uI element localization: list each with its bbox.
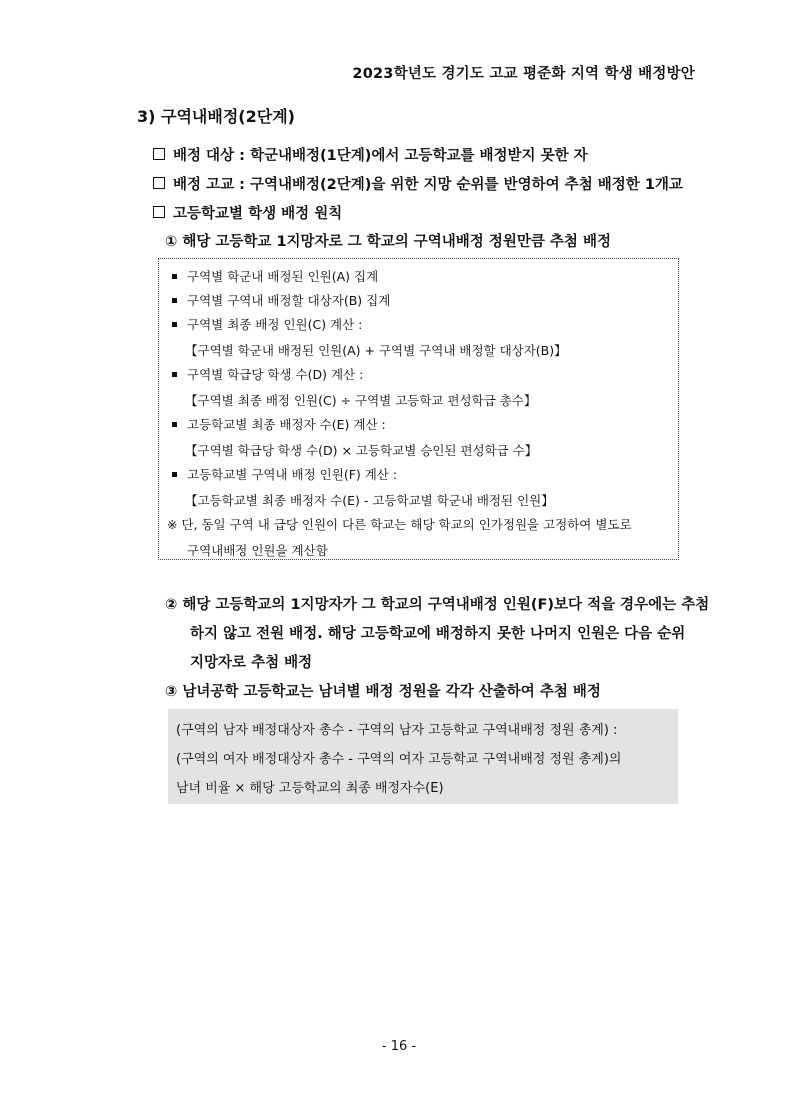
formula-line: (구역의 남자 배정대상자 총수 - 구역의 남자 고등학교 구역내배정 정원 총계) : xyxy=(176,723,618,738)
formula-box xyxy=(168,709,678,804)
item-principle xyxy=(153,202,342,223)
item-target-text: 배정 대상 : 학군내배정(1단계)에서 고등학교를 배정받지 못한 자 xyxy=(173,148,588,164)
item-school xyxy=(153,173,683,194)
box-subline: 【구역별 학군내 배정된 인원(A) + 구역별 구역내 배정할 대상자(B)】 xyxy=(185,343,567,358)
checkbox-square-icon xyxy=(153,148,165,160)
box-line: 구역별 학군내 배정된 인원(A) 집계 xyxy=(187,269,379,284)
item-school-text: 배정 고교 : 구역내배정(2단계)을 위한 지망 순위를 반영하여 추첨 배정한 1개교 xyxy=(173,177,683,193)
box-line: 구역별 학급당 학생 수(D) 계산 : xyxy=(187,367,364,382)
box-line: 고등학교별 구역내 배정 인원(F) 계산 : xyxy=(187,467,398,482)
section-title: 3) 구역내배정(2단계) xyxy=(137,107,295,126)
checkbox-square-icon xyxy=(153,206,165,218)
principle-2-line3: 지망자로 추첨 배정 xyxy=(190,655,313,671)
box-subline: 【고등학교별 최종 배정자 수(E) - 고등학교별 학군내 배정된 인원】 xyxy=(185,493,554,508)
box-line: 고등학교별 최종 배정자 수(E) 계산 : xyxy=(187,417,386,432)
box-subline: 【구역별 최종 배정 인원(C) ÷ 구역별 고등학교 편성학급 총수】 xyxy=(185,393,537,408)
principle-2-line1: ② 해당 고등학교의 1지망자가 그 학교의 구역내배정 인원(F)보다 적을 경우에는 추첨 xyxy=(165,597,710,613)
bullet-square-icon xyxy=(172,274,177,279)
bullet-square-icon xyxy=(172,372,177,377)
bullet-square-icon xyxy=(172,298,177,303)
box-note: ※ 단, 동일 구역 내 급당 인원이 다른 학교는 해당 학교의 인가정원을 고정하여 별도로 xyxy=(167,517,632,532)
item-target xyxy=(153,144,588,165)
calculation-box xyxy=(158,258,679,560)
principle-1: ① 해당 고등학교 1지망자로 그 학교의 구역내배정 정원만큼 추첨 배정 xyxy=(165,234,611,250)
formula-line: 남녀 비율 × 해당 고등학교의 최종 배정자수(E) xyxy=(176,781,444,796)
box-line: 구역별 최종 배정 인원(C) 계산 : xyxy=(187,317,363,332)
item-principle-text: 고등학교별 학생 배정 원칙 xyxy=(173,206,343,222)
box-note-cont: 구역내배정 인원을 계산함 xyxy=(187,543,328,558)
principle-2-line2: 하지 않고 전원 배정. 해당 고등학교에 배정하지 못한 나머지 인원은 다음 순위 xyxy=(190,626,686,642)
bullet-square-icon xyxy=(172,472,177,477)
bullet-square-icon xyxy=(172,422,177,427)
checkbox-square-icon xyxy=(153,177,165,189)
formula-line: (구역의 여자 배정대상자 총수 - 구역의 여자 고등학교 구역내배정 정원 총계)의 xyxy=(176,752,622,767)
box-line: 구역별 구역내 배정할 대상자(B) 집계 xyxy=(187,293,391,308)
principle-3: ③ 남녀공학 고등학교는 남녀별 배정 정원을 각각 산출하여 추첨 배정 xyxy=(165,684,601,700)
document-header: 2023학년도 경기도 고교 평준화 지역 학생 배정방안 xyxy=(352,66,695,82)
bullet-square-icon xyxy=(172,322,177,327)
page-number: - 16 - xyxy=(381,1039,417,1054)
box-subline: 【구역별 학급당 학생 수(D) × 고등학교별 승인된 편성학급 수】 xyxy=(185,443,538,458)
